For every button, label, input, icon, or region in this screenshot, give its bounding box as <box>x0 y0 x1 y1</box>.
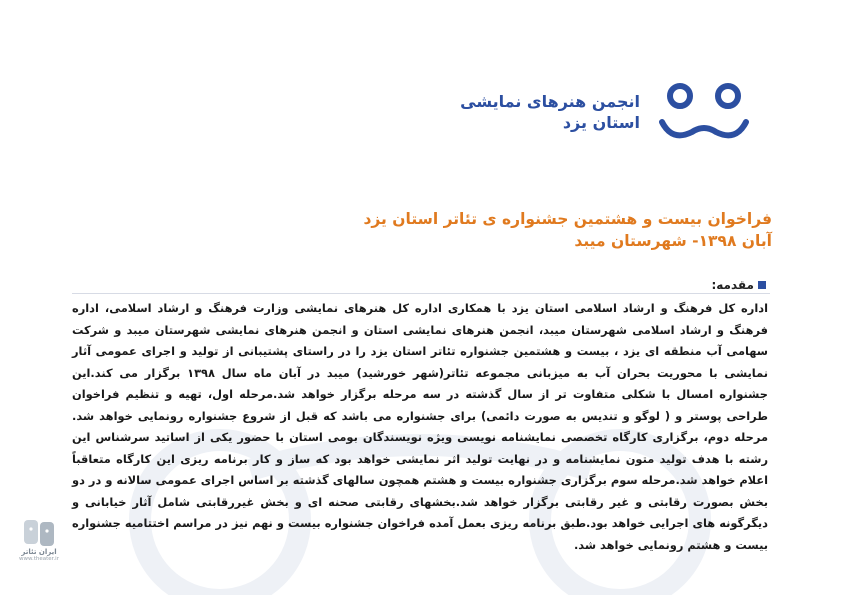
introduction-paragraph: اداره کل فرهنگ و ارشاد اسلامی استان یزد با همکاری اداره کل هنرهای نمایشی وزارت فرهنگ و ارشاد اسلامی، اداره فرهنگ و ارشاد اسلامی شهرستان میبد، انجمن هنرهای نمایشی استان و انجمن هنرهای نمایشی شهرستان میبد و شرکت سهامی آب منطقه ای یزد ، بیست و هشتمین جشنواره تئاتر استان یزد را در راستای پشتیبانی از تولید و اجرای عمومی آثار نمایشی با محوریت بحران آب به میزبانی مجموعه تئاتر(شهر خورشید) میبد در آبان ماه سال ۱۳۹۸ برگزار می کند.این جشنواره امسال با شکلی متفاوت تر از سال گذشته در سه مرحله برگزار خواهد شد.مرحله اول، تهیه و تنظیم فراخوان طراحی پوستر و ( لوگو و تندیس به صورت دائمی) برای جشنواره می باشد که قبل از شروع جشنواره رونمایی خواهد شد. مرحله دوم، برگزاری کارگاه تخصصی نمایشنامه نویسی ویژه نویسندگان بومی استان با حضور یکی از اساتید سرشناس این رشته با هدف تولید متون نمایشنامه و در نهایت تولید اثر نمایشی خواهد بود که ساز و کار برنامه ریزی این کارگاه متعاقباً اعلام خواهد شد.مرحله سوم برگزاری جشنواره بیست و هشتم همچون سالهای گذشته بر اساس اجرای عمومی سالانه و در دو بخش بصورت رقابتی و غیر رقابتی برگزار خواهد شد.بخشهای رقابتی صحنه ای و بخش غیررقابتی شامل آثار خیابانی و دیگرگونه های اجرایی خواهد بود.طبق برنامه ریزی بعمل آمده فراخوان جشنواره بیست و نهم نیز در مراسم اختتامیه جشنواره بیست و هشتم رونمایی خواهد شد. <box>72 301 769 552</box>
introduction-text <box>72 298 768 556</box>
call-heading <box>212 208 772 252</box>
square-bullet-icon <box>758 281 766 289</box>
call-subtitle: آبان ۱۳۹۸- شهرستان میبد <box>574 232 772 250</box>
theater-masks-icon <box>22 518 56 548</box>
site-stamp <box>14 518 64 574</box>
smile-logo-icon <box>654 78 754 148</box>
stamp-url: www.theater.ir <box>19 556 59 562</box>
association-logo-block <box>460 78 754 148</box>
section-heading <box>711 278 766 292</box>
association-name <box>460 92 640 134</box>
call-title: فراخوان بیست و هشتمین جشنواره ی تئاتر استان یزد <box>363 210 772 228</box>
stamp-name: ایران تئاتر <box>21 548 57 556</box>
section-heading-label: مقدمه: <box>711 278 754 292</box>
section-divider <box>72 293 770 294</box>
association-name-line2: استان یزد <box>562 113 640 132</box>
association-name-line1: انجمن هنرهای نمایشی <box>460 92 640 112</box>
